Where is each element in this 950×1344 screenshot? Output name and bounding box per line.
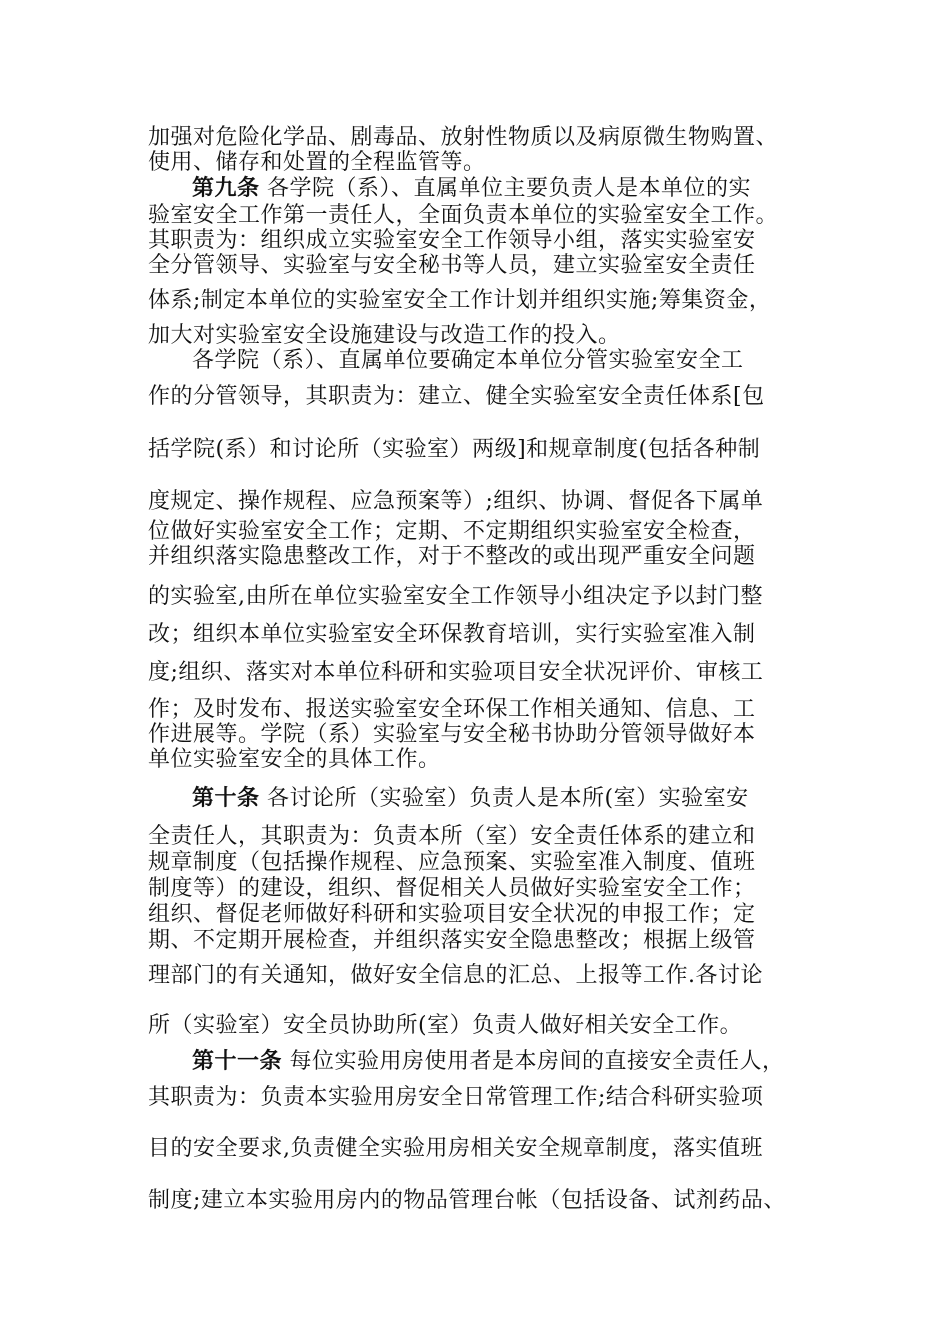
text-line: 使用、储存和处置的全程监管等。 (148, 150, 486, 175)
text-line: 制度;建立本实验用房内的物品管理台帐（包括设备、试剂药品、 (148, 1188, 786, 1213)
text-line: 目的安全要求,负责健全实验用房相关安全规章制度，落实值班 (148, 1136, 763, 1161)
article-9-heading: 第九条 各学院（系）、直属单位主要负责人是本单位的实 (192, 176, 752, 201)
text-line: 制度等）的建设，组织、督促相关人员做好实验室安全工作； (148, 876, 756, 901)
text-line: 组织、督促老师做好科研和实验项目安全状况的申报工作；定 (148, 902, 756, 927)
text-line: 全分管领导、实验室与安全秘书等人员，建立实验室安全责任 (148, 253, 756, 278)
text-line: 并组织落实隐患整改工作，对于不整改的或出现严重安全问题 (148, 544, 756, 569)
text-line: 理部门的有关通知，做好安全信息的汇总、上报等工作.各讨论 (148, 963, 763, 988)
text-line: 所（实验室）安全员协助所(室）负责人做好相关安全工作。 (148, 1013, 743, 1038)
text-line: 全责任人，其职责为：负责本所（室）安全责任体系的建立和 (148, 824, 756, 849)
article-11-heading: 第十一条 每位实验用房使用者是本房间的直接安全责任人， (192, 1049, 785, 1074)
text-line: 单位实验室安全的具体工作。 (148, 747, 441, 772)
text-line: 其职责为：负责本实验用房安全日常管理工作;结合科研实验项 (148, 1085, 764, 1110)
text-line: 改；组织本单位实验室安全环保教育培训，实行实验室准入制 (148, 622, 756, 647)
article-label: 第十一条 (192, 1049, 283, 1074)
text-line: 其职责为：组织成立实验室安全工作领导小组，落实实验室安 (148, 228, 756, 253)
text-line: 度规定、操作规程、应急预案等）;组织、协调、督促各下属单 (148, 489, 764, 514)
text-line: 验室安全工作第一责任人，全面负责本单位的实验室安全工作。 (148, 203, 779, 228)
paragraph-start: 各学院（系）、直属单位要确定本单位分管实验室安全工 (192, 348, 744, 373)
article-10-heading: 第十条 各讨论所（实验室）负责人是本所(室）实验室安 (192, 786, 749, 811)
text-line: 体系;制定本单位的实验室安全工作计划并组织实施;筹集资金， (148, 288, 772, 313)
text-line: 位做好实验室安全工作；定期、不定期组织实验室安全检查， (148, 519, 756, 544)
article-label: 第十条 (192, 786, 260, 811)
text-line: 度;组织、落实对本单位科研和实验项目安全状况评价、审核工 (148, 660, 764, 685)
text-line: 的实验室,由所在单位实验室安全工作领导小组决定予以封门整 (148, 584, 763, 609)
text-line: 加大对实验室安全设施建设与改造工作的投入。 (148, 323, 621, 348)
text-line: 作的分管领导，其职责为：建立、健全实验室安全责任体系[包 (148, 384, 765, 409)
text-line: 规章制度（包括操作规程、应急预案、实验室准入制度、值班 (148, 850, 756, 875)
article-label: 第九条 (192, 176, 260, 201)
text-line: 括学院(系）和讨论所（实验室）两级]和规章制度(包括各种制 (148, 437, 761, 462)
text-line: 作进展等。学院（系）实验室与安全秘书协助分管领导做好本 (148, 722, 756, 747)
text-line: 作；及时发布、报送实验室安全环保工作相关通知、信息、工 (148, 697, 756, 722)
text-line: 期、不定期开展检查，并组织落实安全隐患整改；根据上级管 (148, 928, 756, 953)
text-line: 加强对危险化学品、剧毒品、放射性物质以及病原微生物购置、 (148, 125, 779, 150)
